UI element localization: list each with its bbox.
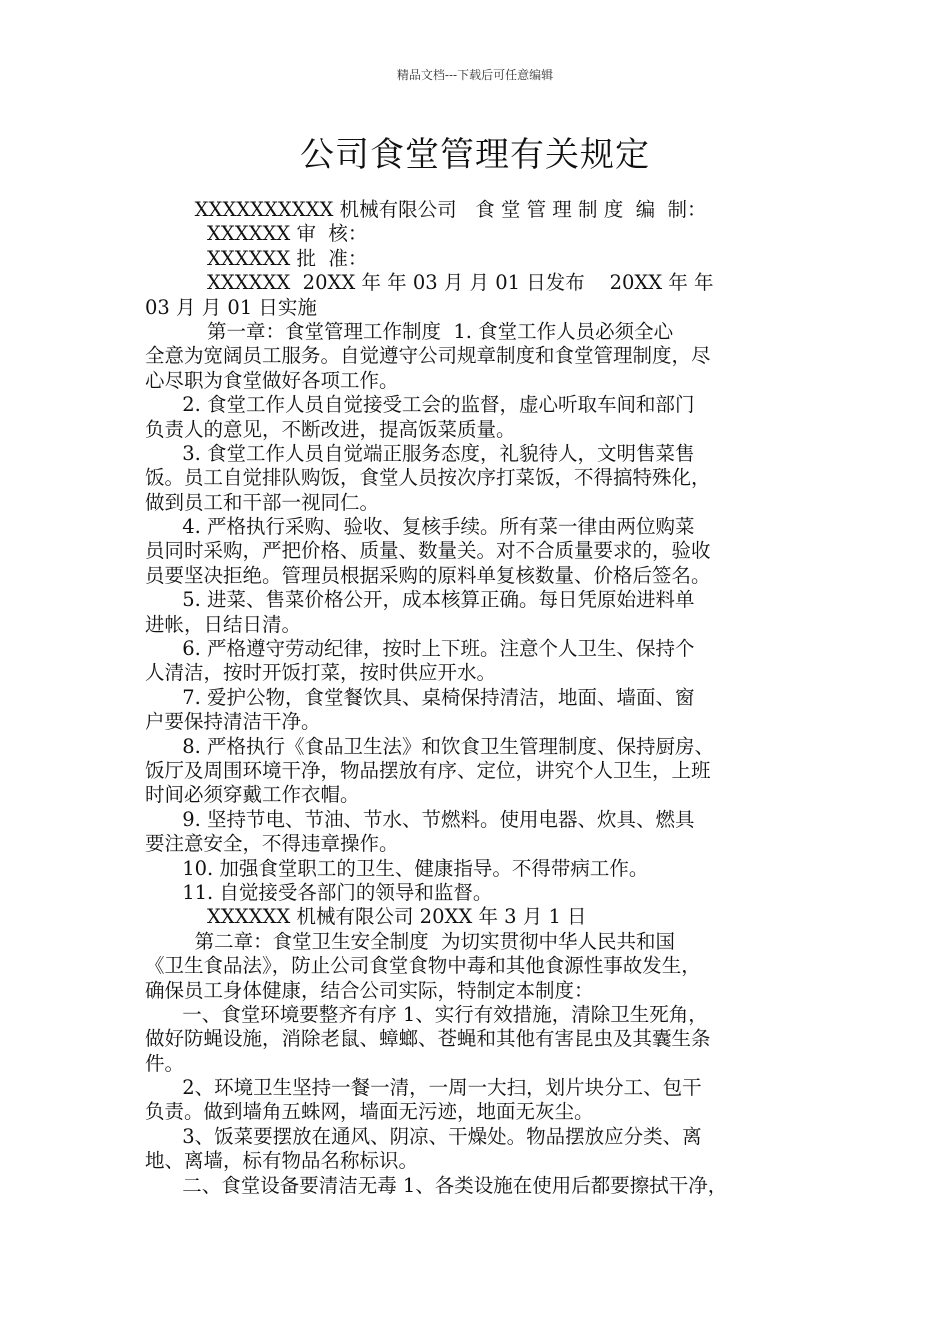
text-line: 做到员工和干部一视同仁。 [145,490,380,514]
text-line: XXXXXX 批 准： [145,246,368,270]
text-line: 要注意安全，不得违章操作。 [145,832,399,856]
text-line: 2、环境卫生坚持一餐一清，一周一大扫，划片块分工、包干 [145,1076,702,1100]
text-line: XXXXXX 20XX 年 年 03 月 月 01 日发布 20XX 年 年 [145,271,714,295]
text-line: 3、饭菜要摆放在通风、阴凉、干燥处。物品摆放应分类、离 [145,1124,702,1148]
text-line: 10. 加强食堂职工的卫生、健康指导。不得带病工作。 [145,856,649,880]
text-line: 员要坚决拒绝。管理员根据采购的原料单复核数量、价格后签名。 [145,563,711,587]
text-line: 一、食堂环境要整齐有序 1、实行有效措施，清除卫生死角， [145,1002,708,1026]
text-line: 时间必须穿戴工作衣帽。 [145,783,360,807]
text-line: 第二章：食堂卫生安全制度 为切实贯彻中华人民共和国 [145,929,675,953]
text-line: 负责。做到墙角五蛛网，墙面无污迹，地面无灰尘。 [145,1100,594,1124]
text-line: XXXXXXXXXX 机械有限公司 食 堂 管 理 制 度 编 制： [145,198,707,221]
text-line: 进帐，日结日清。 [145,612,302,636]
text-line: 第一章：食堂管理工作制度 1. 食堂工作人员必须全心 [145,319,674,343]
text-line: 4. 严格执行采购、验收、复核手续。所有菜一律由两位购菜 [145,515,695,539]
text-line: 9. 坚持节电、节油、节水、节燃料。使用电器、炊具、燃具 [145,807,695,831]
text-line: 心尽职为食堂做好各项工作。 [145,368,399,392]
text-line: 地、离墙，标有物品名称标识。 [145,1149,419,1173]
document-body [145,198,825,1198]
text-line: 负责人的意见，不断改进，提高饭菜质量。 [145,417,516,441]
text-line: 做好防蝇设施，消除老鼠、蟑螂、苍蝇和其他有害昆虫及其囊生条 [145,1027,711,1051]
text-line: 3. 食堂工作人员自觉端正服务态度，礼貌待人，文明售菜售 [145,441,695,465]
text-line: 员同时采购，严把价格、质量、数量关。对不合质量要求的，验收 [145,539,711,563]
text-line: 件。 [145,1051,185,1075]
text-line: 确保员工身体健康，结合公司实际，特制定本制度： [145,978,594,1002]
text-line: 03 月 月 01 日实施 [145,295,317,319]
text-line: 二、食堂设备要清洁无毒 1、各类设施在使用后都要擦拭干净， [145,1173,728,1197]
text-line: 11. 自觉接受各部门的领导和监督。 [145,880,493,904]
text-line: 6. 严格遵守劳动纪律，按时上下班。注意个人卫生、保持个 [145,637,695,661]
text-line: XXXXXX 机械有限公司 20XX 年 3 月 1 日 [145,905,587,929]
text-line: 人清洁，按时开饭打菜，按时供应开水。 [145,661,497,685]
text-line: XXXXXX 审 核： [145,222,368,246]
text-line: 5. 进菜、售菜价格公开，成本核算正确。每日凭原始进料单 [145,588,695,612]
text-line: 饭厅及周围环境干净，物品摆放有序、定位，讲究个人卫生，上班 [145,758,711,782]
text-line: 7. 爱护公物，食堂餐饮具、桌椅保持清洁，地面、墙面、窗 [145,685,695,709]
text-line: 《卫生食品法》，防止公司食堂食物中毒和其他食源性事故发生， [145,954,701,978]
text-line: 8. 严格执行《食品卫生法》和饮食卫生管理制度、保持厨房、 [145,734,714,758]
document-title: 公司食堂管理有关规定 [300,135,650,175]
page-header: 精品文档---下载后可任意编辑 [396,68,554,82]
text-line: 户要保持清洁干净。 [145,710,321,734]
text-line: 2. 食堂工作人员自觉接受工会的监督，虚心听取车间和部门 [145,393,695,417]
text-line: 饭。员工自觉排队购饭，食堂人员按次序打菜饭，不得搞特殊化， [145,466,711,490]
text-line: 全意为宽阔员工服务。自觉遵守公司规章制度和食堂管理制度，尽 [145,344,711,368]
